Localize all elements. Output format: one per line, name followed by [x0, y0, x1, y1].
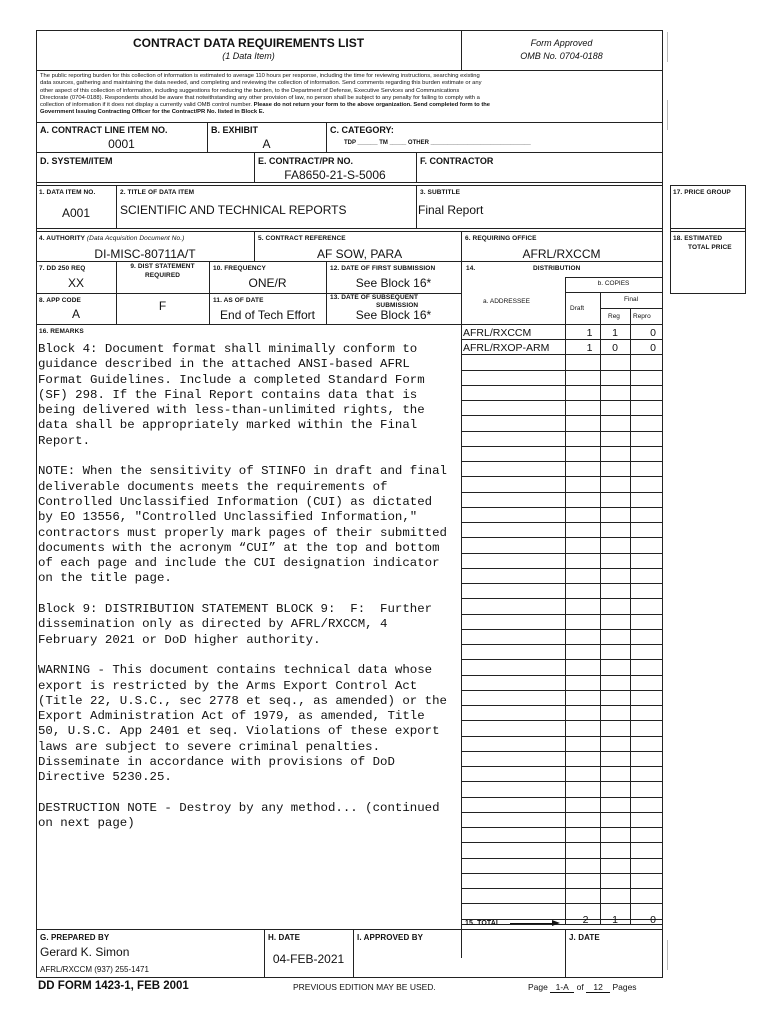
block-13-label2: SUBMISSION	[376, 302, 419, 309]
arrow-right-icon	[552, 920, 560, 926]
remarks-text: Block 4: Document format shall minimally conform to guidance described in the attached ANSI-based AFRL Format Guidelines. Include a completed Standard Form (SF) 298. If the Final Report contains data that is being delivered with less-than-unlimited rights, the data shall be appropriately marked within the Final Report. NOTE: When the sensitivity of STINFO in draft and final deliverable documents meets the requirements of Controlled Unclassified Information (CUI) as dictated by EO 13556, "Controlled Unclassified Information," contractors must properly mark pages of their submitted documents with the acronym “CUI” at the top and bottom of each page and include the CUI designation indicator on the title page. Block 9: DISTRIBUTION STATEMENT BLOCK 9: F: Further dissemination only as directed by AFRL/RXCCM, 4 February 2021 or DoD higher authority. WARNING - This document contains technical data whose export is restricted by the Arms Export Control Act (Title 22, U.S.C., sec 2778 et seq., as amended) or the Export Administration Act of 1979, as amended, Title 50, U.S.C. App 2401 et seq. Violations of these export laws are subject to severe criminal penalties. Disseminate in accordance with provisions of DoD Directive 5230.25. DESTRUCTION NOTE - Destroy by any method... (continued on next page)	[38, 342, 447, 831]
distribution-label: DISTRIBUTION	[533, 265, 581, 272]
draft-1: 1	[586, 327, 593, 339]
reg-1: 1	[612, 327, 618, 339]
distribution-row-line	[461, 659, 662, 660]
form-subtitle: (1 Data Item)	[222, 51, 275, 61]
distribution-row-line	[461, 873, 662, 874]
distribution-row-line	[461, 492, 662, 493]
block-8-label: 8. APP CODE	[39, 297, 81, 304]
form-number: DD FORM 1423-1, FEB 2001	[38, 980, 189, 992]
distribution-row-line	[461, 614, 662, 615]
distribution-row-line	[461, 568, 662, 569]
authority-value: DI-MISC-80711A/T	[94, 247, 196, 261]
distribution-row-line	[461, 903, 662, 904]
draft-2: 1	[586, 342, 593, 354]
distribution-row-line	[461, 431, 662, 432]
block-g-label: G. PREPARED BY	[40, 933, 110, 942]
distribution-row-line	[461, 812, 662, 813]
page-indicator: Page 1-A of 12 Pages	[528, 982, 637, 992]
form-approved: Form Approved	[530, 38, 593, 48]
subsequent-submission-value: See Block 16*	[355, 308, 432, 322]
total-pages: 12	[586, 982, 610, 993]
data-item-number: A001	[62, 206, 91, 220]
block-a-label: A. CONTRACT LINE ITEM NO.	[40, 125, 168, 135]
total-reg: 1	[612, 914, 618, 926]
distribution-row-line	[461, 888, 662, 889]
page-number: 1-A	[550, 982, 574, 993]
frequency-value: ONE/R	[248, 276, 287, 290]
distribution-row-line	[461, 446, 662, 447]
distribution-row-line	[461, 705, 662, 706]
addressee-1: AFRL/RXCCM	[463, 327, 532, 339]
distribution-row-line	[461, 598, 662, 599]
addressee-label: a. ADDRESSEE	[483, 298, 530, 305]
dd250-value: XX	[67, 276, 84, 290]
distribution-row-line	[461, 675, 662, 676]
distribution-row-line	[461, 690, 662, 691]
block-2-label: 2. TITLE OF DATA ITEM	[120, 189, 195, 196]
block-18-label2: TOTAL PRICE	[688, 244, 732, 251]
block-1-label: 1. DATA ITEM NO.	[39, 189, 96, 196]
distribution-row-line	[461, 781, 662, 782]
block-18-label1: 18. ESTIMATED	[673, 235, 723, 242]
distribution-row-line	[461, 553, 662, 554]
form-title: CONTRACT DATA REQUIREMENTS LIST	[132, 36, 365, 50]
distribution-row-line	[461, 766, 662, 767]
prepared-by-name: Gerard K. Simon	[40, 945, 130, 959]
total-repro: 0	[650, 914, 656, 926]
distribution-row-line	[461, 400, 662, 401]
block-14-label: 14.	[466, 265, 476, 272]
prepared-date: 04-FEB-2021	[272, 952, 345, 966]
distribution-row-line	[461, 751, 662, 752]
block-d-label: D. SYSTEM/ITEM	[40, 156, 113, 166]
total-arrow-line	[510, 923, 554, 924]
block-h-label: H. DATE	[268, 933, 301, 942]
distribution-row-line	[461, 339, 662, 340]
distribution-row-line	[461, 354, 662, 355]
reg-2: 0	[612, 342, 618, 354]
total-draft: 2	[582, 914, 589, 926]
block-c-label: C. CATEGORY:	[330, 125, 394, 135]
distribution-row-line	[461, 827, 662, 828]
burden-statement: The public reporting burden for this collection of information is estimated to average 110 hours per response, including the time for reviewing instructions, searching existing data sources, gathering and maintaining the data needed, and completing and reviewing the collection of information. Send comments regarding this burden estimate or any other aspect of this collection of information, including suggestions for reducing the burden, to the Department of Defense, Executive Services and Communications Directorate (0704-0188). Respondents should be aware that notwithstanding any other provision of law, no person shall be subject to any penalty for failing to comply with a collection of information if it does not display a currently valid OMB control number. Please do not return your form to the above organization. Send completed form to the Government Issuing Contracting Officer for the Contract/PR No. listed in Block E.	[40, 73, 491, 116]
block-9-label1: 9. DIST STATEMENT	[130, 263, 195, 270]
repro-label: Repro	[633, 313, 651, 320]
category-options: TDP ______ TM _____ OTHER ______________________________	[344, 140, 531, 146]
requiring-office: AFRL/RXCCM	[522, 247, 601, 261]
repro-1: 0	[650, 327, 656, 339]
dist-statement-value: F	[158, 299, 167, 313]
distribution-row-line	[461, 385, 662, 386]
block-5-label: 5. CONTRACT REFERENCE	[258, 235, 346, 242]
block-f-label: F. CONTRACTOR	[420, 156, 494, 166]
draft-label: Draft	[570, 305, 585, 312]
block-4-label: 4. AUTHORITY (Data Acquisition Document No.)	[39, 235, 185, 242]
distribution-row-line	[461, 537, 662, 538]
omb-number: OMB No. 0704-0188	[520, 51, 603, 61]
distribution-row-line	[461, 629, 662, 630]
repro-2: 0	[650, 342, 656, 354]
data-item-title: SCIENTIFIC AND TECHNICAL REPORTS	[120, 203, 347, 217]
reg-label: Reg	[608, 313, 620, 320]
addressee-2: AFRL/RXOP-ARM	[463, 342, 550, 354]
previous-edition: PREVIOUS EDITION MAY BE USED.	[293, 982, 436, 992]
distribution-row-line	[461, 415, 662, 416]
distribution-row-line	[461, 507, 662, 508]
contract-line-item: 0001	[108, 137, 135, 151]
distribution-row-line	[461, 522, 662, 523]
subtitle-value: Final Report	[418, 203, 484, 217]
distribution-row-line	[461, 858, 662, 859]
exhibit-value: A	[262, 137, 271, 151]
block-i-label: I. APPROVED BY	[357, 933, 424, 942]
contract-reference: AF SOW, PARA	[317, 247, 403, 261]
distribution-row-line	[461, 644, 662, 645]
prepared-by-office: AFRL/RXCCM (937) 255-1471	[40, 965, 149, 974]
app-code-value: A	[71, 307, 80, 321]
block-12-label: 12. DATE OF FIRST SUBMISSION	[330, 265, 436, 272]
block-3-label: 3. SUBTITLE	[420, 189, 461, 196]
distribution-row-line	[461, 370, 662, 371]
block-j-label: J. DATE	[569, 933, 600, 942]
contract-pr-number: FA8650-21-S-5006	[284, 168, 386, 182]
total-label: 15. TOTAL	[465, 920, 501, 927]
final-label: Final	[623, 296, 639, 303]
block-10-label: 10. FREQUENCY	[213, 265, 266, 272]
block-11-label: 11. AS OF DATE	[213, 297, 264, 304]
as-of-date-value: End of Tech Effort	[220, 308, 315, 322]
distribution-row-line	[461, 461, 662, 462]
distribution-row-line	[461, 736, 662, 737]
distribution-row-line	[461, 797, 662, 798]
first-submission-value: See Block 16*	[355, 276, 432, 290]
distribution-row-line	[461, 583, 662, 584]
block-16-label: 16. REMARKS	[39, 328, 84, 335]
block-b-label: B. EXHIBIT	[211, 125, 259, 135]
block-e-label: E. CONTRACT/PR NO.	[258, 156, 354, 166]
distribution-row-line	[461, 476, 662, 477]
block-17-label: 17. PRICE GROUP	[673, 189, 731, 196]
copies-label: b. COPIES	[597, 280, 630, 287]
block-6-label: 6. REQUIRING OFFICE	[465, 235, 537, 242]
block-13-label1: 13. DATE OF SUBSEQUENT	[330, 294, 419, 301]
distribution-row-line	[461, 842, 662, 843]
block-7-label: 7. DD 250 REQ	[39, 265, 86, 272]
block-9-label2: REQUIRED	[144, 272, 181, 279]
distribution-row-line	[461, 720, 662, 721]
